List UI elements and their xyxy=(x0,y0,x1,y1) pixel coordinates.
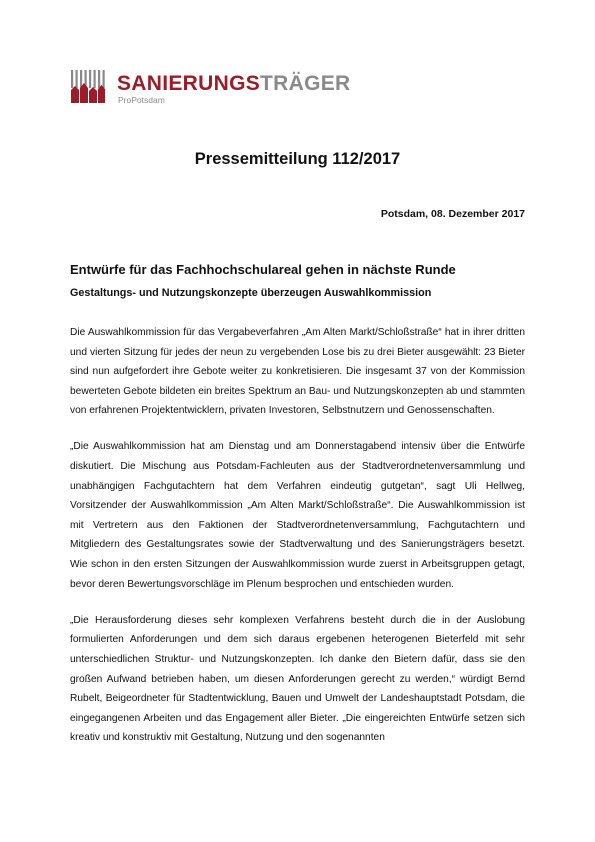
logo xyxy=(70,68,350,108)
logo-subtitle: ProPotsdam xyxy=(118,95,165,105)
subheadline: Gestaltungs- und Nutzungskonzepte überzeugen Auswahlkommission xyxy=(70,287,432,299)
dateline: Potsdam, 08. Dezember 2017 xyxy=(380,208,525,220)
paragraph: „Die Auswahlkommission hat am Dienstag und am Donnerstagabend intensiv über die Entwürfe diskutiert. Die Mischung aus Potsdam-Fachleuten aus der Stadtverordnetenversammlung und unabhängigen Fachgutachtern hat dem Verfahren eindeutig gutgetan“, sagt Uli Hellweg, Vorsitzender der Auswahlkommission „Am Alten Markt/Schloßstraße“. Die Auswahlkommission ist mit Vertretern aus den Faktionen der Stadtverordnetenversammlung, Fachgutachtern und Mitgliedern des Gestaltungsrates sowie der Stadtverwaltung und des Sanierungsträgers besetzt. Wie schon in den ersten Sitzungen der Auswahlkommission wurde zuerst in Arbeitsgruppen getagt, bevor deren Bewertungsvorschläge im Plenum besprochen und entschieden wurden. xyxy=(70,441,525,590)
paragraph: Die Auswahlkommission für das Vergabeverfahren „Am Alten Markt/Schloßstraße“ hat in ihrer dritten und vierten Sitzung für jedes der neun zu vergebenden Lose bis zu drei Bieter ausgewählt: 23 Bieter sind nun aufgefordert ihre Gebote weiter zu konkretisieren. Die insgesamt 37 von der Kommission bewerteten Gebote bildeten ein breites Spektrum an Bau- und Nutzungskonzepten ab und stammten von erfahrenen Projektentwicklern, privaten Investoren, Selbstnutzern und Genossenschaften. xyxy=(70,327,525,417)
paragraph: „Die Herausforderung dieses sehr komplexen Verfahrens besteht durch die in der Auslobung formulierten Anforderungen und dem sich daraus ergebenen heterogenen Bieterfeld mit sehr unterschiedlichen Struktur- und Nutzungskonzepten. Ich danke den Bietern dafür, dass sie den großen Aufwand betrieben haben, um diesen Anforderungen gerecht zu werden,“ würdigt Bernd Rubelt, Beigeordneter für Stadtentwicklung, Bauen und Umwelt der Landeshauptstadt Potsdam, die eingegangenen Arbeiten und das Engagement aller Bieter. „Die eingereichten Entwürfe setzen sich kreativ und konstruktiv mit Gestaltung, Nutzung und den sogenannten xyxy=(70,614,525,744)
headline: Entwürfe für das Fachhochschulareal gehen in nächste Runde xyxy=(70,262,456,277)
logo-brand-name: SANIERUNGSTRÄGER xyxy=(117,72,351,95)
logo-mark-icon xyxy=(70,68,110,104)
page-title: Pressemitteilung 112/2017 xyxy=(194,150,401,168)
body-text xyxy=(70,323,525,764)
